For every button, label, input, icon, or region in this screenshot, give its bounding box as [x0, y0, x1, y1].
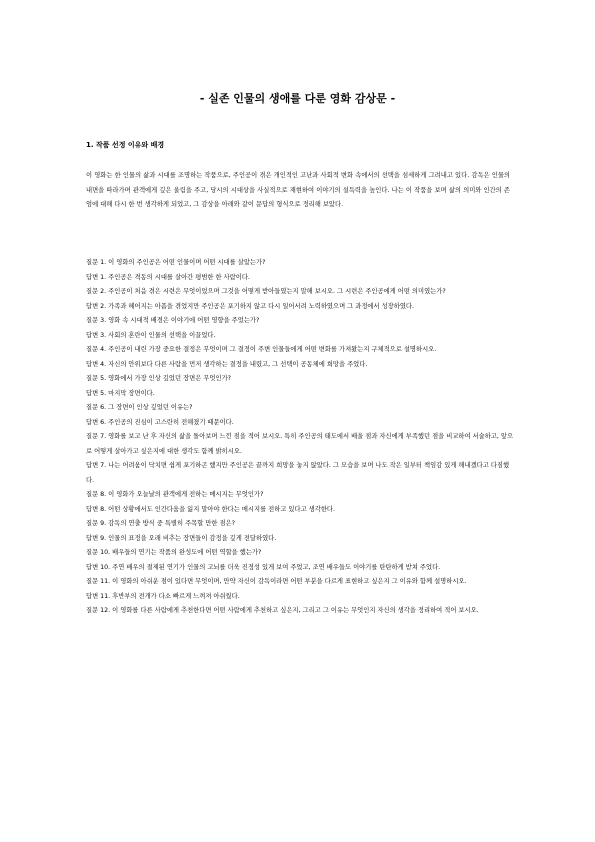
question-item: 질문 2. 주인공이 처음 겪은 시련은 무엇이었으며 그것을 어떻게 받아들였는지 말해 보시오. 그 시련은 주인공에게 어떤 의미였는가? [86, 288, 446, 295]
intro-paragraph [86, 169, 510, 213]
answer-item: 답변 4. 자신의 안위보다 다른 사람을 먼저 생각하는 결정을 내렸고, 그 선택이 공동체에 희망을 주었다. [86, 360, 368, 368]
answer-item: 답변 6. 주인공의 진심이 고스란히 전해졌기 때문이다. [86, 418, 234, 426]
question-item: 질문 9. 감독의 연출 방식 중 특별히 주목할 만한 점은? [86, 520, 236, 527]
answer-item: 답변 7. 나는 어려움이 닥치면 쉽게 포기하곤 했지만 주인공은 끝까지 희망을 놓지 않았다. 그 모습을 보며 나도 작은 일부터 책임감 있게 해내겠다고 다짐했다. [86, 462, 510, 484]
qa-list [86, 256, 514, 619]
question-item: 질문 4. 주인공이 내린 가장 중요한 결정은 무엇이며 그 결정이 주변 인물들에게 어떤 변화를 가져왔는지 구체적으로 설명하시오. [86, 346, 437, 353]
question-item: 질문 3. 영화 속 시대적 배경은 이야기에 어떤 영향을 주었는가? [86, 317, 260, 324]
question-item: 질문 6. 그 장면이 인상 깊었던 이유는? [86, 404, 193, 411]
question-item: 질문 5. 영화에서 가장 인상 깊었던 장면은 무엇인가? [86, 375, 232, 382]
answer-item: 답변 8. 어떤 상황에서도 인간다움을 잃지 말아야 한다는 메시지를 전하고 있다고 생각한다. [86, 505, 336, 513]
question-item: 질문 12. 이 영화를 다른 사람에게 추천한다면 어떤 사람에게 추천하고 싶은지, 그리고 그 이유는 무엇인지 자신의 생각을 정리하여 적어 보시오. [86, 607, 479, 614]
answer-item: 답변 2. 가족과 헤어지는 아픔을 겪었지만 주인공은 포기하지 않고 다시 일어서려 노력하였으며 그 과정에서 성장하였다. [86, 302, 415, 310]
question-item: 질문 10. 배우들의 연기는 작품의 완성도에 어떤 역할을 했는가? [86, 549, 262, 556]
answer-item: 답변 10. 주연 배우의 절제된 연기가 인물의 고뇌를 더욱 진정성 있게 보여 주었고, 조연 배우들도 이야기를 탄탄하게 받쳐 주었다. [86, 563, 441, 571]
question-item: 질문 1. 이 영화의 주인공은 어떤 인물이며 어떤 시대를 살았는가? [86, 259, 266, 266]
answer-item: 답변 11. 후반부의 전개가 다소 빠르게 느껴져 아쉬웠다. [86, 592, 240, 600]
answer-item: 답변 9. 인물의 표정을 오래 비추는 장면들이 감정을 깊게 전달하였다. [86, 534, 277, 542]
document-title: - 실존 인물의 생애를 다룬 영화 감상문 - [199, 92, 396, 105]
question-item: 질문 7. 영화를 보고 난 후 자신의 삶을 돌아보며 느낀 점을 적어 보시오. 특히 주인공의 태도에서 배울 점과 자신에게 부족했던 점을 비교하여 서술하고, 앞으로 어떻게 살아가고 싶은지에 대한 생각도 함께 밝히시오. [86, 433, 514, 455]
answer-item: 답변 3. 사회의 혼란이 인물의 선택을 이끌었다. [86, 331, 216, 339]
answer-item: 답변 5. 마지막 장면이다. [86, 389, 155, 397]
section-heading: 1. 작품 선정 이유와 배경 [86, 141, 165, 149]
question-item: 질문 11. 이 영화의 아쉬운 점이 있다면 무엇이며, 만약 자신이 감독이라면 어떤 부분을 다르게 표현하고 싶은지 그 이유와 함께 설명하시오. [86, 578, 467, 585]
answer-item: 답변 1. 주인공은 격동의 시대를 살아간 평범한 한 사람이다. [86, 273, 250, 281]
question-item: 질문 8. 이 영화가 오늘날의 관객에게 전하는 메시지는 무엇인가? [86, 491, 264, 498]
intro-text: 이 영화는 한 인물의 삶과 시대를 조명하는 작품으로, 주인공이 겪은 개인적인 고난과 사회적 변화 속에서의 선택을 섬세하게 그려내고 있다. 감독은 인물의 내면을 따라가며 관객에게 깊은 울림을 주고, 당시의 시대상을 사실적으로 재현하여 이야기의 설득력을 높인다. 나는 이 작품을 보며 삶의 의미와 인간의 존엄에 대해 다시 한 번 생각하게 되었고, 그 감상을 아래와 같이 문답의 형식으로 정리해 보았다. [86, 172, 510, 208]
